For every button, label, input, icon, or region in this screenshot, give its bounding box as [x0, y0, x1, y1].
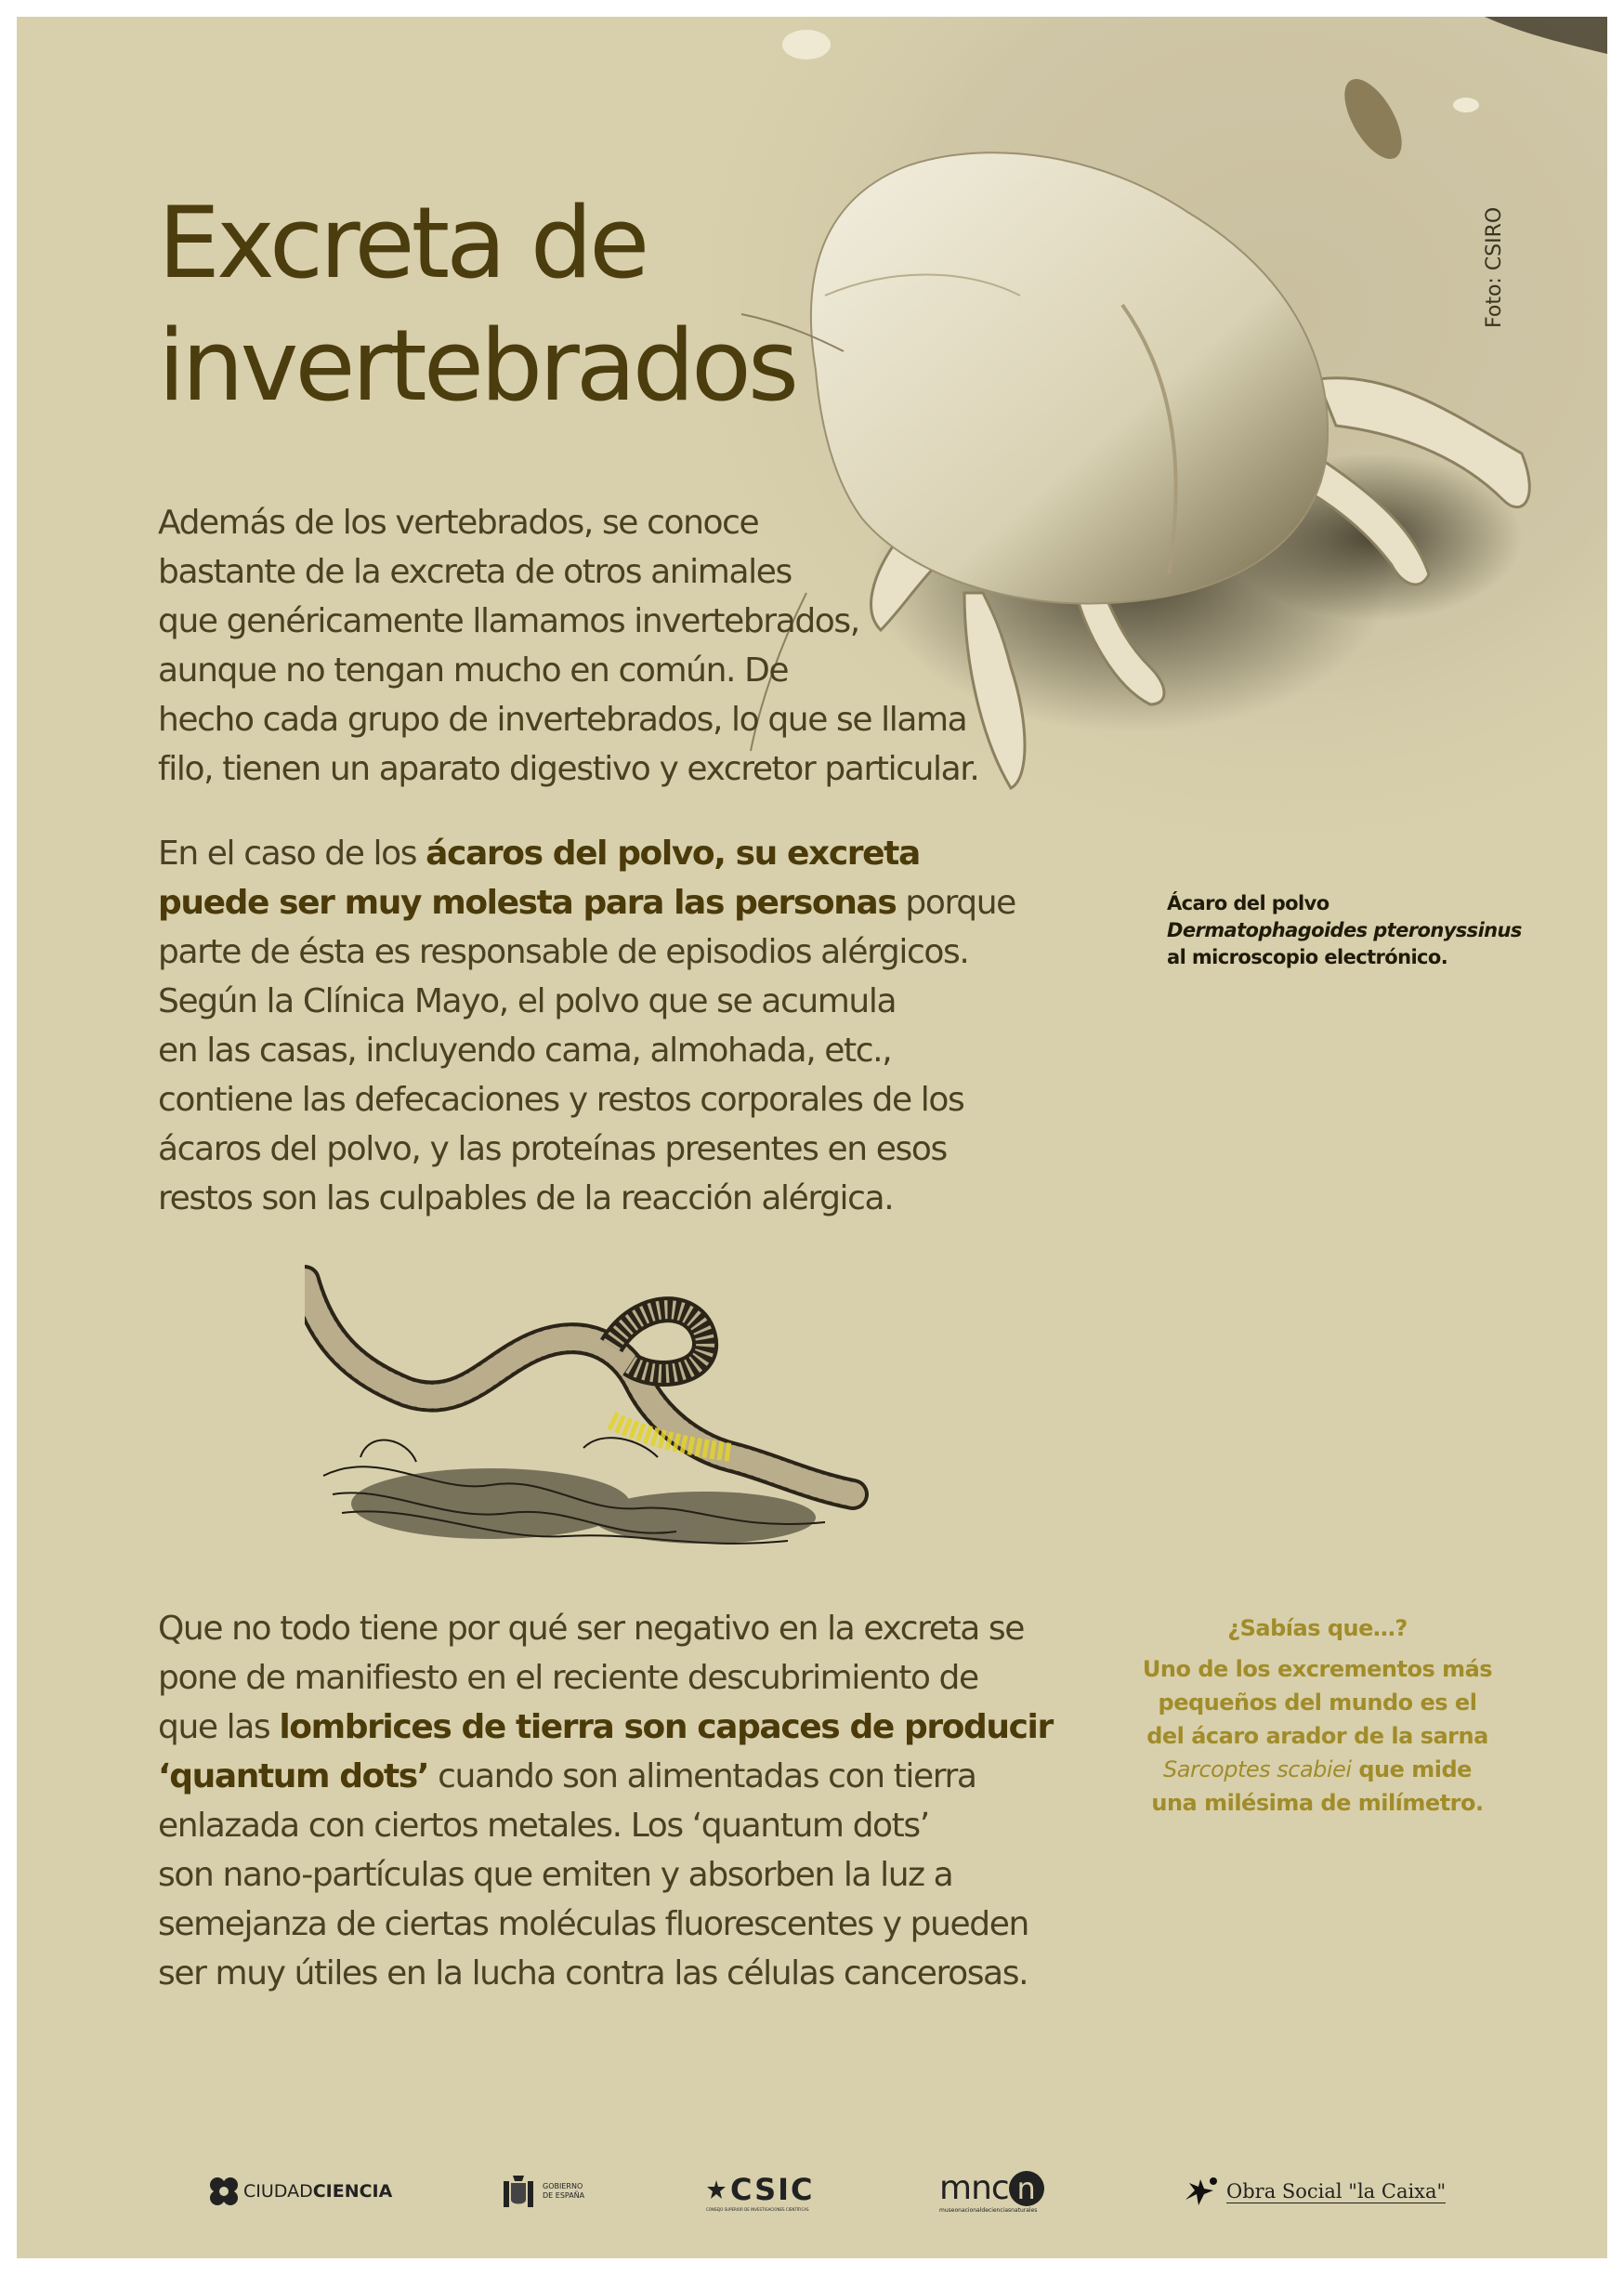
text-line: enlazada con ciertos metales. Los ‘quantum dots’	[158, 1807, 929, 1845]
text-line: en las casas, incluyendo cama, almohada, etc.,	[158, 1032, 892, 1070]
gobierno-logo	[500, 2163, 584, 2219]
did-you-know-line: una milésima de milímetro.	[1151, 1790, 1484, 1816]
gobierno-text	[543, 2182, 584, 2201]
ciudad-ciencia-logo	[208, 2163, 392, 2219]
csic-subtitle: CONSEJO SUPERIOR DE INVESTIGACIONES CIENTÍFICAS	[706, 2206, 809, 2212]
title-line-2: invertebrados	[158, 309, 796, 423]
did-you-know-line: Uno de los excrementos más	[1142, 1656, 1493, 1682]
caption-species: Dermatophagoides pteronyssinus	[1167, 919, 1522, 941]
earthworm-illustration	[305, 1262, 899, 1569]
ciudad-ciencia-icon	[208, 2176, 240, 2207]
csic-icon	[706, 2179, 727, 2200]
paragraph-dust-mites	[158, 829, 1015, 1223]
logo-text-part: CIENCIA	[312, 2181, 393, 2202]
mncn-circle-n: n	[1009, 2171, 1044, 2206]
did-you-know-line: del ácaro arador de la sarna	[1146, 1723, 1488, 1749]
text-line: filo, tienen un aparato digestivo y excretor particular.	[158, 750, 979, 788]
caption-line-1: Ácaro del polvo	[1167, 892, 1329, 914]
text-line: que genéricamente llamamos invertebrados,	[158, 602, 859, 640]
text-line: aunque no tengan mucho en común. De	[158, 651, 789, 690]
text-run: porque	[896, 884, 1015, 922]
bold-run: puede ser muy molesta para las personas	[158, 884, 897, 922]
sponsor-logos	[17, 2163, 1607, 2229]
title-line-1: Excreta de	[158, 186, 647, 300]
la-caixa-text: Obra Social "la Caixa"	[1226, 2179, 1447, 2203]
photo-caption	[1167, 890, 1522, 971]
ciudad-ciencia-text	[243, 2181, 392, 2202]
text-line: pone de manifiesto en el reciente descubrimiento de	[158, 1659, 978, 1697]
text-line: Además de los vertebrados, se conoce	[158, 504, 759, 542]
did-you-know-line: pequeños del mundo es el	[1158, 1690, 1477, 1716]
mncn-subtitle: museonacionaldecienciasnaturales	[939, 2207, 1038, 2214]
text-line: hecho cada grupo de invertebrados, lo que se llama	[158, 701, 967, 739]
csic-logo	[706, 2163, 815, 2219]
coat-of-arms-icon	[500, 2172, 537, 2211]
logo-text-part: GOBIERNO	[543, 2182, 583, 2190]
mncn-logo	[939, 2163, 1044, 2219]
text-line: Que no todo tiene por qué ser negativo en la excreta se	[158, 1610, 1025, 1648]
bold-run: lombrices de tierra son capaces de producir	[279, 1708, 1053, 1746]
bold-run: ácaros del polvo, su excreta	[426, 835, 920, 873]
text-line: ser muy útiles en la lucha contra las células cancerosas.	[158, 1954, 1028, 1992]
text-line: ácaros del polvo, y las proteínas presentes en esos	[158, 1130, 947, 1168]
mncn-mark	[939, 2169, 1044, 2207]
photo-credit: Foto: CSIRO	[1483, 206, 1506, 328]
did-you-know-line	[1127, 1753, 1508, 1786]
text-line: semejanza de ciertas moléculas fluorescentes y pueden	[158, 1905, 1028, 1943]
text-line: son nano-partículas que emiten y absorben la luz a	[158, 1856, 953, 1894]
text-line	[158, 1703, 1053, 1752]
did-you-know-box	[1127, 1611, 1508, 1820]
poster	[17, 17, 1607, 2258]
text-line: restos son las culpables de la reacción alérgica.	[158, 1179, 894, 1217]
text-line	[158, 1752, 1053, 1801]
text-line	[158, 878, 1015, 927]
text-run: cuando son alimentadas con tierra	[428, 1757, 976, 1795]
csic-text: CSIC	[730, 2171, 815, 2207]
paragraph-quantum-dots	[158, 1604, 1053, 1998]
caption-line-3: al microscopio electrónico.	[1167, 946, 1448, 968]
logo-text-part: CIUDAD	[243, 2181, 313, 2202]
text-line: parte de ésta es responsable de episodios alérgicos.	[158, 933, 969, 971]
text-line	[158, 829, 1015, 878]
text-line: bastante de la excreta de otros animales	[158, 553, 792, 591]
did-you-know-heading: ¿Sabías que…?	[1227, 1615, 1408, 1641]
logo-text-part: DE ESPAÑA	[543, 2191, 585, 2200]
text-line: Según la Clínica Mayo, el polvo que se acumula	[158, 982, 897, 1020]
text-run: En el caso de los	[158, 835, 426, 873]
la-caixa-star-icon	[1182, 2176, 1221, 2207]
text-line: contiene las defecaciones y restos corporales de los	[158, 1081, 964, 1119]
page-title	[158, 182, 795, 427]
paragraph-intro	[158, 498, 978, 794]
csic-mark	[706, 2172, 815, 2207]
text-run: que las	[158, 1708, 280, 1746]
photo-credit-wrap	[1483, 206, 1604, 351]
la-caixa-logo	[1182, 2163, 1446, 2219]
bold-run: ‘quantum dots’	[158, 1757, 429, 1795]
text-run: que mide	[1351, 1756, 1472, 1782]
mncn-text: mnc	[939, 2169, 1009, 2207]
species-name: Sarcoptes scabiei	[1163, 1756, 1352, 1782]
